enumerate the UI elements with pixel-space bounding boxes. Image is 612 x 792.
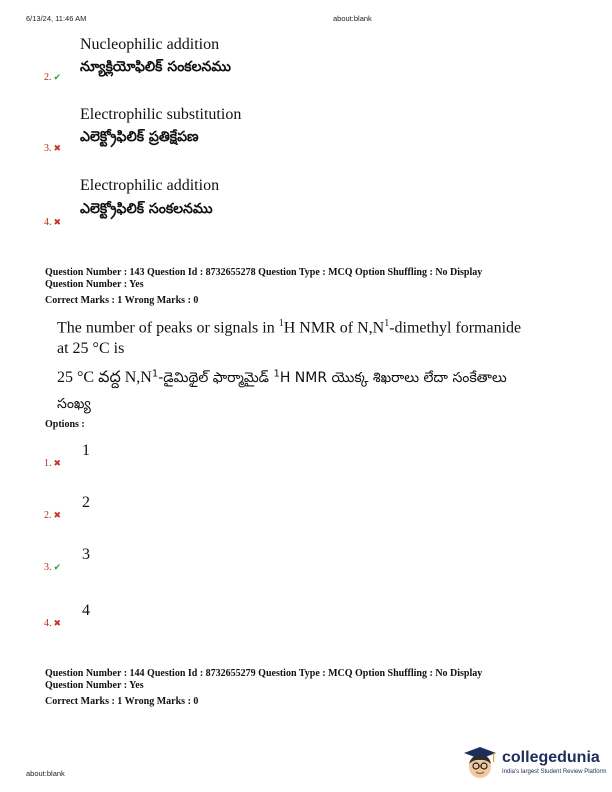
question-marks: Correct Marks : 1 Wrong Marks : 0	[45, 295, 199, 306]
option-telugu: న్యూక్లియోఫిలిక్ సంకలనము	[80, 59, 232, 75]
option-number: 3. ✔	[44, 562, 62, 573]
option-value: 4	[82, 602, 90, 619]
print-page-title: about:blank	[333, 14, 372, 23]
collegedunia-logo	[462, 743, 612, 785]
logo-name: collegedunia	[502, 749, 600, 766]
question-text-telugu-line2: సంఖ్య	[57, 396, 91, 412]
question-meta: Question Number : Yes	[45, 680, 144, 691]
option-value: 3	[82, 546, 90, 563]
option-number: 1. ✖	[44, 458, 62, 469]
option-value: 1	[82, 442, 90, 459]
option-number: 4. ✖	[44, 618, 62, 629]
option-number: 2. ✖	[44, 510, 62, 521]
correct-check-icon: ✔	[53, 73, 62, 83]
options-label: Options :	[45, 419, 85, 430]
option-english: Electrophilic substitution	[80, 106, 242, 123]
option-telugu: ఎలెక్ట్రోఫిలిక్ ప్రతిక్షేపణ	[80, 129, 199, 145]
wrong-cross-icon: ✖	[53, 459, 62, 469]
option-number: 3. ✖	[44, 143, 62, 154]
wrong-cross-icon: ✖	[53, 511, 62, 521]
option-value: 2	[82, 494, 90, 511]
question-meta: Question Number : 143 Question Id : 8732655278 Question Type : MCQ Option Shuffling : No Display	[45, 267, 483, 278]
option-english: Electrophilic addition	[80, 177, 220, 194]
question-marks: Correct Marks : 1 Wrong Marks : 0	[45, 696, 199, 707]
question-text-english-line2: at 25 °C is	[57, 340, 125, 357]
option-english: Nucleophilic addition	[80, 36, 220, 53]
wrong-cross-icon: ✖	[53, 218, 62, 228]
question-text-english: The number of peaks or signals in $^1$H NMR of $N,N^1$-dimethyl formanide	[57, 318, 522, 337]
option-telugu: ఎలెక్ట్రోఫిలిక్ సంకలనము	[80, 201, 213, 217]
question-meta: Question Number : 144 Question Id : 8732655279 Question Type : MCQ Option Shuffling : No Display	[45, 668, 483, 679]
logo-tagline: India's largest Student Review Platform	[502, 769, 607, 775]
wrong-cross-icon: ✖	[53, 144, 62, 154]
question-text-telugu: 25 °C వద్ద $N,N^1-డైమిథైల్$ ఫార్మామైడ్ $^1$H NMR యొక్క శిఖరాలు లేదా సంకేతాలు	[57, 368, 507, 386]
option-number: 2. ✔	[44, 72, 62, 83]
student-mascot-icon	[462, 745, 498, 781]
option-number: 4. ✖	[44, 217, 62, 228]
question-meta: Question Number : Yes	[45, 279, 144, 290]
correct-check-icon: ✔	[53, 563, 62, 573]
print-datetime: 6/13/24, 11:46 AM	[26, 14, 87, 23]
wrong-cross-icon: ✖	[53, 619, 62, 629]
print-footer-url: about:blank	[26, 769, 65, 778]
